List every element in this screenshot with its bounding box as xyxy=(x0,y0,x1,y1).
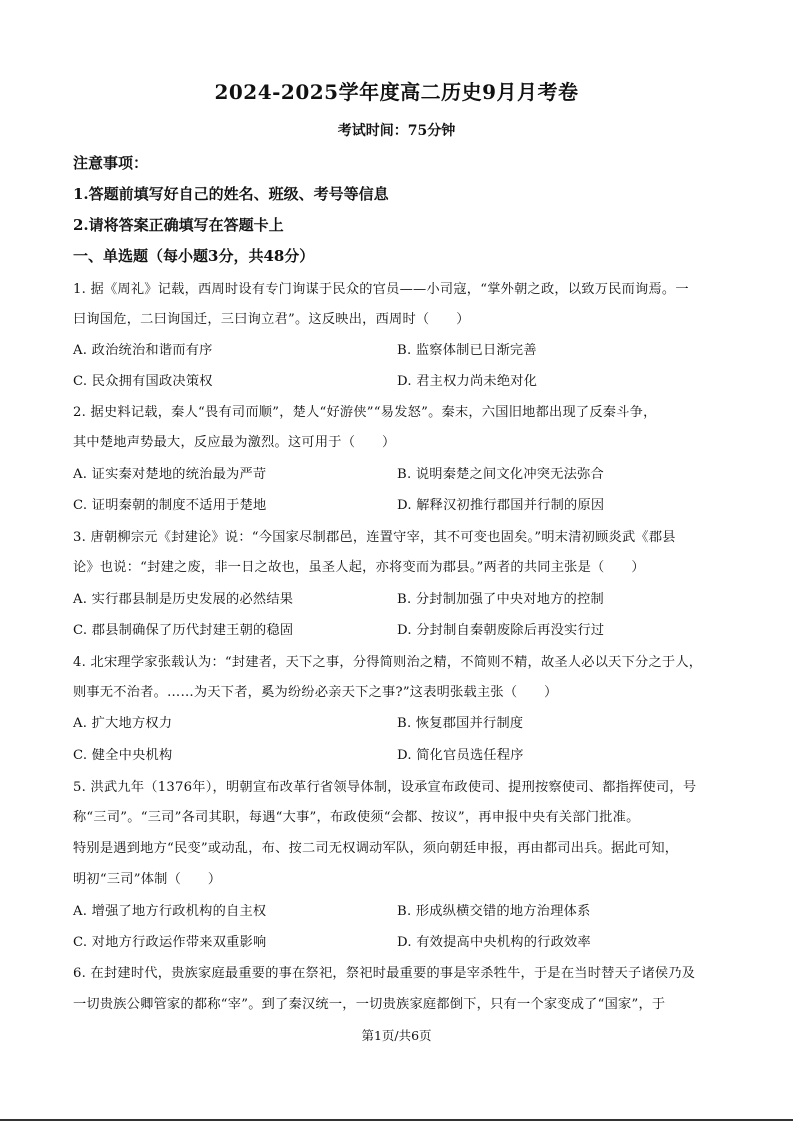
question-1-line-2: 曰询国危，二曰询国迁，三曰询立君”。这反映出，西周时（ ） xyxy=(73,312,470,327)
question-4-line-1: 4. 北宋理学家张载认为：“封建者，天下之事，分得简则治之精，不简则不精，故圣人必以天下分之于人， xyxy=(73,655,703,670)
question-4-line-2: 则事无不治者。……为天下者，奚为纷纷必亲天下之事?”这表明张载主张（ ） xyxy=(73,685,558,700)
question-4-option-a: A. 扩大地方权力 xyxy=(73,716,173,731)
question-1-option-a: A. 政治统治和谐而有序 xyxy=(73,343,213,358)
question-2-line-2: 其中楚地声势最大，反应最为激烈。这可用于（ ） xyxy=(73,435,396,450)
question-1-option-d: D. 君主权力尚未绝对化 xyxy=(397,374,538,389)
page-bottom-divider xyxy=(0,1119,793,1121)
question-2-line-1: 2. 据史料记载，秦人“畏有司而顺”，楚人“好游侠”“易发怒”。秦末，六国旧地都出现了反秦斗争， xyxy=(73,405,657,420)
question-1-option-b: B. 监察体制已日渐完善 xyxy=(397,343,537,358)
question-5-line-4: 明初“三司”体制（ ） xyxy=(73,872,222,887)
question-5-option-c: C. 对地方行政运作带来双重影响 xyxy=(73,935,267,950)
question-2-option-d: D. 解释汉初推行郡国并行制的原因 xyxy=(397,498,605,513)
question-3-option-b: B. 分封制加强了中央对地方的控制 xyxy=(397,592,604,607)
question-5-line-2: 称“三司”。“三司”各司其职，每遇“大事”，布政使须“会都、按议”，再申报中央有关部门批准。 xyxy=(73,810,640,825)
question-6-line-2: 一切贵族公卿管家的都称“宰”。到了秦汉统一，一切贵族家庭都倒下，只有一个家变成了“国家”，于 xyxy=(73,997,666,1012)
exam-time: 考试时间：75分钟 xyxy=(337,123,456,139)
section-heading: 一、单选题（每小题3分，共48分） xyxy=(73,247,315,265)
question-5-line-1: 5. 洪武九年（1376年），明朝宣布改革行省领导体制，设承宣布政使司、提刑按察使司、都指挥使司，号 xyxy=(73,780,697,795)
question-4-option-b: B. 恢复郡国并行制度 xyxy=(397,716,524,731)
question-1-option-c: C. 民众拥有国政决策权 xyxy=(73,374,213,389)
notice-heading: 注意事项： xyxy=(73,154,149,172)
question-3-line-2: 论》也说：“封建之废，非一日之故也，虽圣人起，亦将变而为郡县。”两者的共同主张是（ ） xyxy=(73,560,645,575)
exam-title: 2024-2025学年度高二历史9月月考卷 xyxy=(214,80,579,104)
question-5-option-d: D. 有效提高中央机构的行政效率 xyxy=(397,935,591,950)
question-2-option-c: C. 证明秦朝的制度不适用于楚地 xyxy=(73,498,267,513)
question-4-option-c: C. 健全中央机构 xyxy=(73,748,173,763)
question-2-option-b: B. 说明秦楚之间文化冲突无法弥合 xyxy=(397,467,604,482)
question-3-option-d: D. 分封制自秦朝废除后再没实行过 xyxy=(397,623,605,638)
question-5-option-b: B. 形成纵横交错的地方治理体系 xyxy=(397,904,591,919)
question-5-option-a: A. 增强了地方行政机构的自主权 xyxy=(73,904,267,919)
question-4-option-d: D. 简化官员选任程序 xyxy=(397,748,524,763)
question-3-option-c: C. 郡县制确保了历代封建王朝的稳固 xyxy=(73,623,294,638)
question-1-line-1: 1. 据《周礼》记载，西周时设有专门询谋于民众的官员——小司寇，“掌外朝之政，以致万民而询焉。一 xyxy=(73,282,689,297)
question-6-line-1: 6. 在封建时代，贵族家庭最重要的事在祭祀，祭祀时最重要的事是宰杀牲牛，于是在当时替天子诸侯乃及 xyxy=(73,966,696,981)
question-3-option-a: A. 实行郡县制是历史发展的必然结果 xyxy=(73,592,294,607)
notice-item-2: 2.请将答案正确填写在答题卡上 xyxy=(73,216,284,234)
question-3-line-1: 3. 唐朝柳宗元《封建论》说：“今国家尽制郡邑，连置守宰，其不可变也固矣。”明末清初顾炎武《郡县 xyxy=(73,530,676,545)
question-2-option-a: A. 证实秦对楚地的统治最为严苛 xyxy=(73,467,267,482)
question-5-line-3: 特别是遇到地方“民变”或动乱，布、按二司无权调动军队，须向朝廷申报，再由都司出兵。据此可知， xyxy=(73,841,679,856)
notice-item-1: 1.答题前填写好自己的姓名、班级、考号等信息 xyxy=(73,185,389,203)
page-number: 第1页/共6页 xyxy=(361,1028,432,1043)
